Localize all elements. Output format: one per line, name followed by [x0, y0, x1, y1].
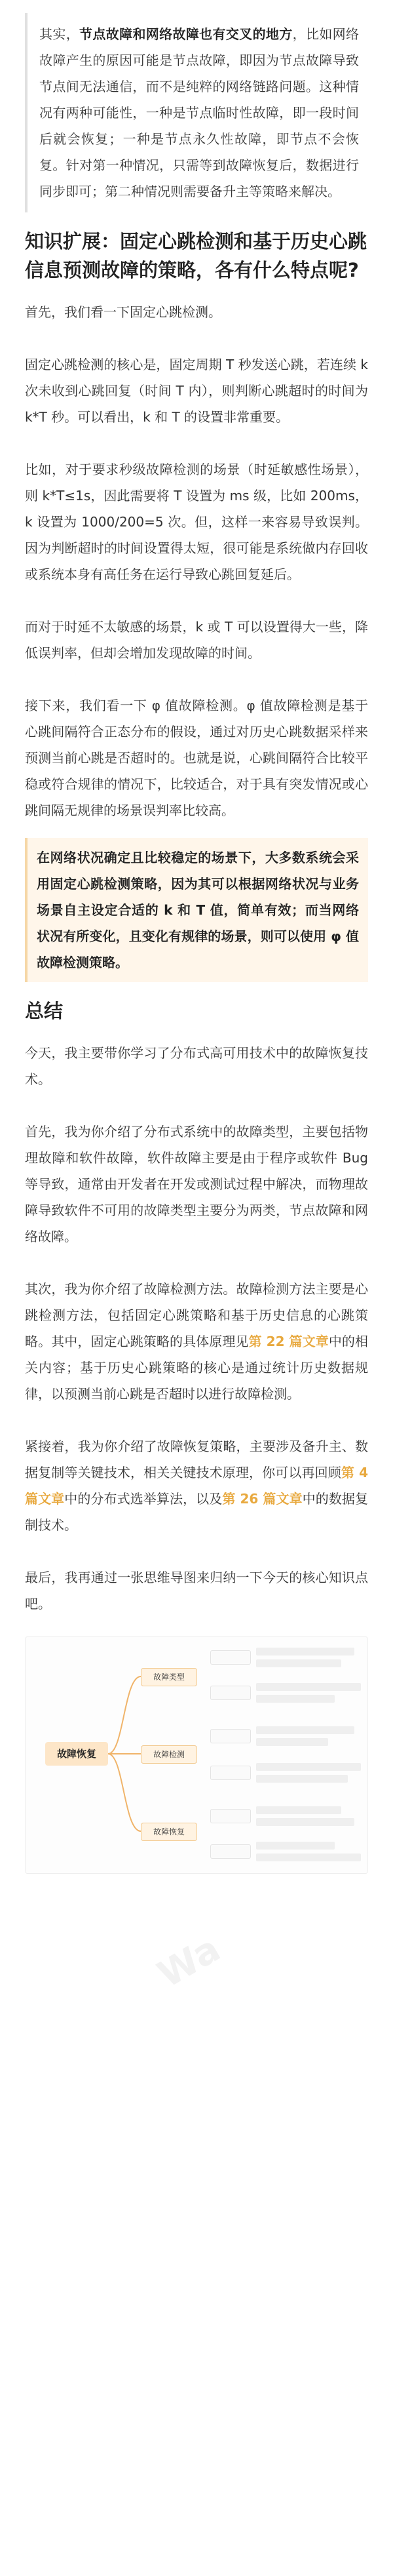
intro-note	[25, 13, 368, 212]
summary-heading: 总结	[25, 1000, 64, 1022]
mindmap-leaf	[256, 1763, 361, 1771]
mindmap-branch-2: 故障检测	[141, 1745, 197, 1764]
mindmap-leaf	[256, 1775, 348, 1783]
mindmap-leaf	[256, 1683, 361, 1691]
link-article-26[interactable]: 第 26 篇文章	[222, 1491, 303, 1507]
knowledge-p3: 比如，对于要求秒级故障检测的场景（时延敏感性场景），则 k*T≤1s，因此需要将 T 设置为 ms 级，比如 200ms，k 设置为 1000/200=5 次。但，这样一来容易导致误判。因为判断超时的时间设置得太短，很可能是系统做内存回收或系统本身有高任务在运行导致心跳回复延后。	[25, 462, 368, 582]
summary-p3-text-a: 其次，我为你介绍了故障检测方法。故障检测方法主要是心跳检测方法，包括固定心跳策略和基于历史信息的心跳策略。其中，固定心跳策略的具体原理见	[25, 1281, 368, 1349]
mindmap-leaf	[256, 1738, 328, 1746]
summary-p3-text-b: 中的相关内容；基于历史心跳策略的核心是通过统计历史数据规律，以预测当前心跳是否超时以进行故障检测。	[25, 1334, 369, 1402]
summary-p4-text-c: 中的数据复制技术。	[25, 1491, 369, 1533]
mindmap-root: 故障恢复	[45, 1742, 108, 1766]
mindmap-node	[210, 1844, 251, 1859]
summary-p5: 最后，我再通过一张思维导图来归纳一下今天的核心知识点吧。	[25, 1570, 368, 1612]
mindmap-leaf	[256, 1818, 354, 1826]
summary-p1: 今天，我主要带你学习了分布式高可用技术中的故障恢复技术。	[25, 1045, 368, 1087]
mindmap-leaf	[256, 1695, 335, 1703]
knowledge-p2: 固定心跳检测的核心是，固定周期 T 秒发送心跳，若连续 k 次未收到心跳回复（时间 T 内），则判断心跳超时的时间为 k*T 秒。可以看出，k 和 T 的设置非常重要。	[25, 357, 368, 425]
link-article-22[interactable]: 第 22 篇文章	[248, 1334, 329, 1349]
intro-text-2: ，比如网络故障产生的原因可能是节点故障，即因为节点故障导致节点间无法通信，而不是纯粹的网络链路问题。这种情况有两种可能性，一种是节点临时性故障，即一段时间后就会恢复；一种是节点永久性故障，即节点不会恢复。针对第一种情况，只需等到故障恢复后，数据进行同步即可；第二种情况则需要备升主等策略来解决。	[39, 26, 360, 199]
summary-p4-text-a: 紧接着，我为你介绍了故障恢复策略，主要涉及备升主、数据复制等关键技术，相关关键技术原理，你可以再回顾	[25, 1438, 368, 1480]
mindmap-leaf	[256, 1853, 361, 1861]
knowledge-p1: 首先，我们看一下固定心跳检测。	[25, 304, 221, 320]
knowledge-heading: 知识扩展：固定心跳检测和基于历史心跳信息预测故障的策略，各有什么特点呢?	[25, 230, 367, 281]
link-article-4[interactable]: 第 4 篇文章	[25, 1465, 368, 1507]
summary-p4-text-b: 中的分布式选举算法，以及	[64, 1491, 223, 1507]
intro-text-1: 其实，	[39, 26, 80, 42]
mindmap-image	[25, 1636, 368, 1874]
mindmap-leaf	[256, 1648, 354, 1655]
summary-p3	[25, 1276, 368, 1407]
mindmap-leaf	[256, 1806, 341, 1814]
intro-bold: 节点故障和网络故障也有交叉的地方	[79, 26, 293, 42]
knowledge-p4: 而对于时延不太敏感的场景，k 或 T 可以设置得大一些，降低误判率，但却会增加发现故障的时间。	[25, 619, 368, 661]
summary-p2: 首先，我为你介绍了分布式系统中的故障类型，主要包括物理故障和软件故障，软件故障主要是由于程序或软件 Bug 等导致，通常由开发者在开发或测试过程中解决，而物理故障导致软件不可用的故障类型主要分为两类，节点故障和网络故障。	[25, 1124, 368, 1244]
mindmap-leaf	[256, 1726, 354, 1734]
mindmap-branch-3: 故障恢复	[141, 1823, 197, 1841]
intro-paragraph	[39, 21, 359, 205]
mindmap-node	[210, 1766, 251, 1780]
quote-text: 在网络状况确定且比较稳定的场景下，大多数系统会采用固定心跳检测策略，因为其可以根据网络状况与业务场景自主设定合适的 k 和 T 值，简单有效；而当网络状况有所变化，且变化有规律的场景，则可以使用 φ 值故障检测策略。	[37, 850, 359, 970]
mindmap-node	[210, 1686, 251, 1700]
mindmap-node	[210, 1809, 251, 1823]
knowledge-p5: 接下来，我们看一下 φ 值故障检测。φ 值故障检测是基于心跳间隔符合正态分布的假设，通过对历史心跳数据采样来预测当前心跳是否超时的。也就是说，心跳间隔符合比较平稳或符合规律的情况下，比较适合，对于具有突发情况或心跳间隔无规律的场景误判率比较高。	[25, 698, 368, 818]
summary-p4	[25, 1433, 368, 1538]
mindmap-branch-1: 故障类型	[141, 1668, 197, 1686]
mindmap-node	[210, 1729, 251, 1743]
mindmap-node	[210, 1650, 251, 1665]
watermark: Wa	[151, 1927, 228, 1997]
mindmap-leaf	[256, 1842, 335, 1850]
highlight-quote	[25, 838, 368, 982]
mindmap-leaf	[256, 1659, 341, 1667]
